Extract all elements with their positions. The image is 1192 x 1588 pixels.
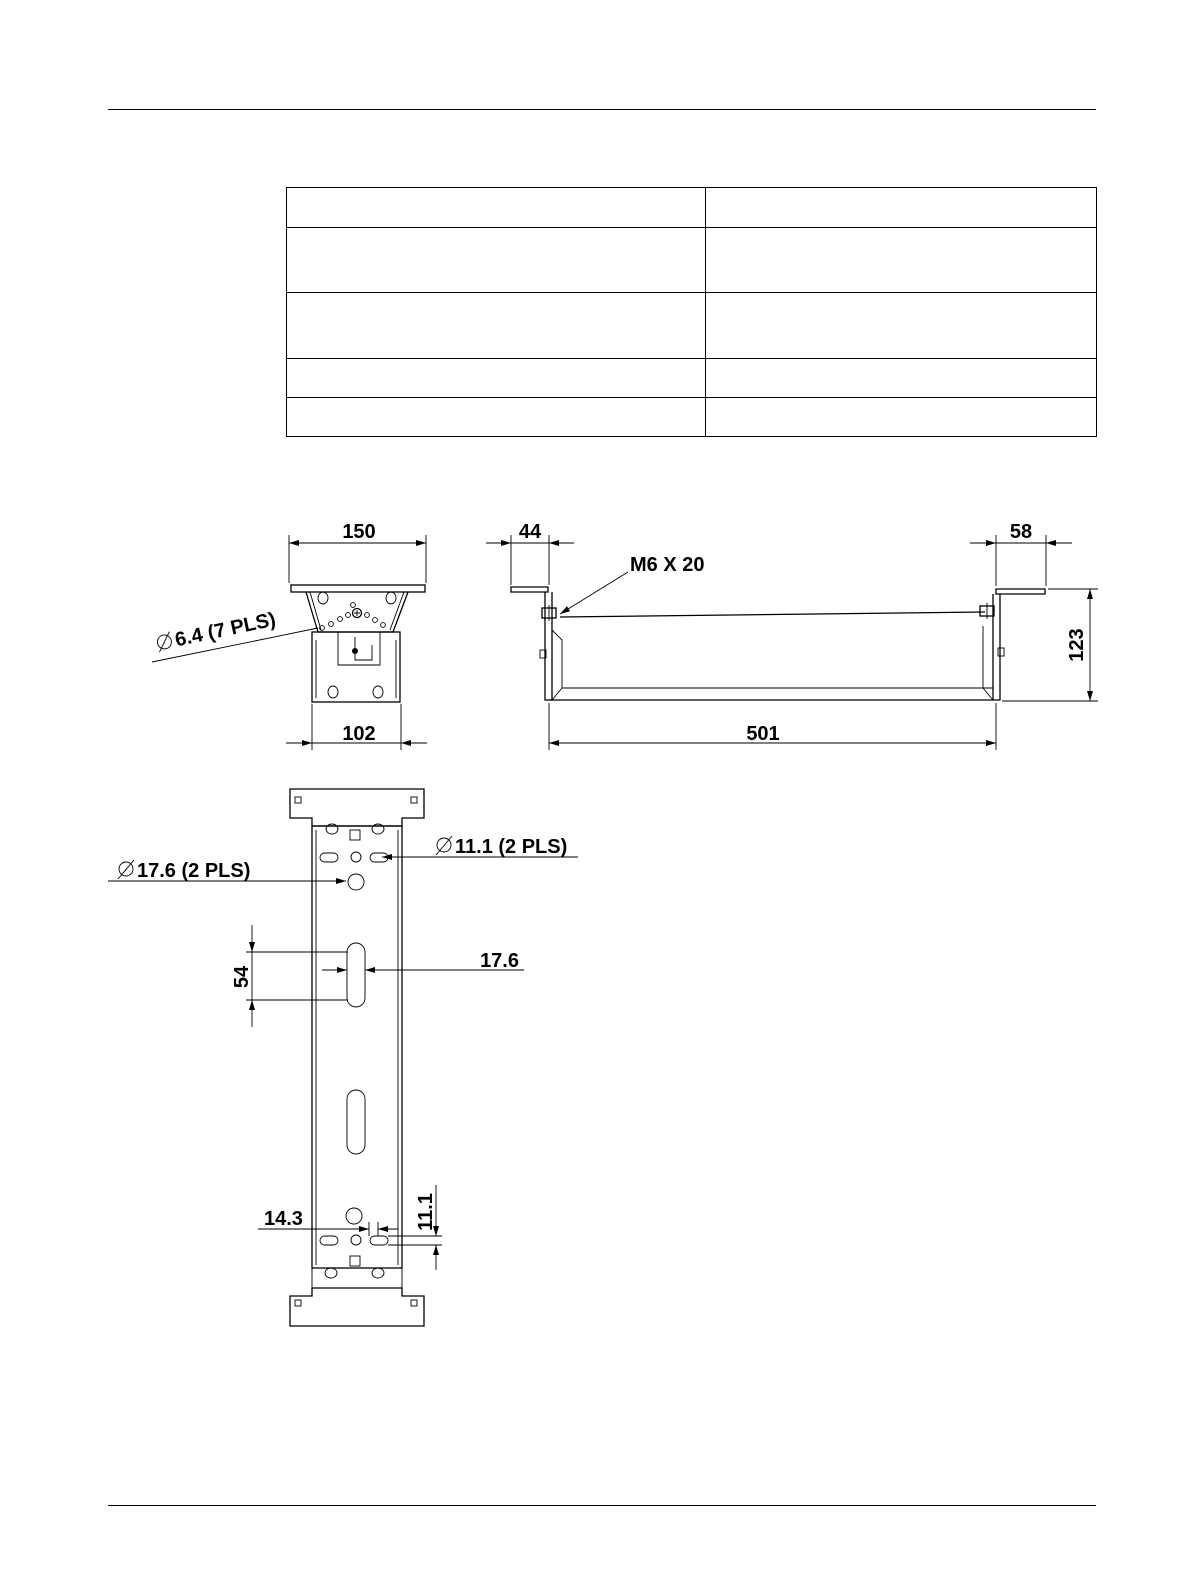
dim-side-height: 123 — [1066, 628, 1088, 662]
dim-side-right-flange: 58 — [1009, 521, 1033, 543]
dim-side-length: 501 — [746, 723, 780, 745]
dim-top-slot-width: 17.6 — [480, 950, 519, 972]
front-view — [152, 521, 427, 750]
dim-top-offset-b: 11.1 — [415, 1193, 437, 1231]
dim-side-screw-callout: M6 X 20 — [630, 554, 705, 576]
dim-front-hole-callout: 6.4 (7 PLS) — [173, 608, 278, 652]
dim-front-top-width: 150 — [342, 521, 376, 543]
dim-top-large-hole-callout: 17.6 (2 PLS) — [137, 860, 251, 882]
dim-top-slot-length: 54 — [231, 965, 253, 989]
side-view — [486, 521, 1098, 750]
dim-front-bottom-width: 102 — [342, 723, 376, 745]
footer-rule — [108, 1505, 1096, 1506]
dim-side-left-flange: 44 — [518, 521, 542, 543]
tilt-hole-arc — [320, 603, 386, 631]
top-view — [108, 789, 578, 1326]
dim-top-offset-a: 14.3 — [264, 1208, 303, 1230]
dim-top-small-hole-callout: 11.1 (2 PLS) — [455, 836, 568, 858]
